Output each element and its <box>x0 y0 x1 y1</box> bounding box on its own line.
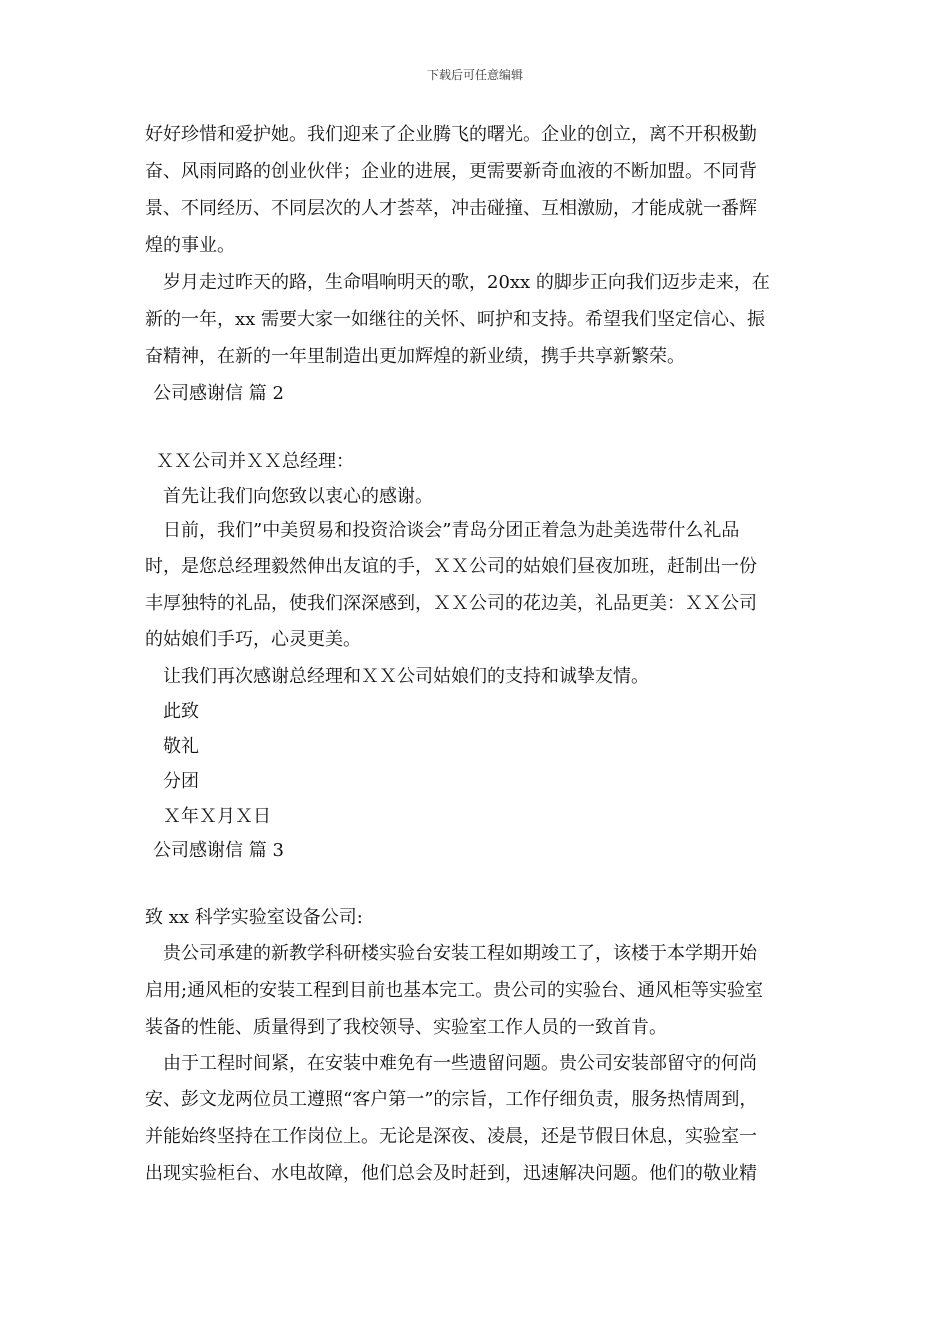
body-line: 出现实验柜台、水电故障，他们总会及时赶到，迅速解决问题。他们的敬业精 <box>145 1163 757 1184</box>
body-line: 新的一年，xx 需要大家一如继往的关怀、呵护和支持。希望我们坚定信心、振 <box>145 309 766 330</box>
closing-line: 敬礼 <box>163 736 199 757</box>
body-line: 丰厚独特的礼品，使我们深深感到，ＸＸ公司的花边美，礼品更美：ＸＸ公司 <box>145 593 757 614</box>
body-line: 岁月走过昨天的路，生命唱响明天的歌，20xx 的脚步正向我们迈步走来，在 <box>163 272 770 293</box>
body-line: 贵公司承建的新教学科研楼实验台安装工程如期竣工了，该楼于本学期开始 <box>163 943 757 964</box>
body-line: 由于工程时间紧，在安装中难免有一些遗留问题。贵公司安装部留守的何尚 <box>163 1053 757 1074</box>
body-line: 首先让我们向您致以衷心的感谢。 <box>163 486 433 507</box>
closing-line: 此致 <box>163 701 199 722</box>
body-line: 装备的性能、质量得到了我校领导、实验室工作人员的一致首肯。 <box>145 1017 667 1038</box>
salutation: 致 xx 科学实验室设备公司: <box>145 907 363 928</box>
body-line: 煌的事业。 <box>145 235 235 256</box>
body-line: 并能始终坚持在工作岗位上。无论是深夜、凌晨，还是节假日休息，实验室一 <box>145 1126 757 1147</box>
body-line: 奋、风雨同路的创业伙伴；企业的进展，更需要新奇血液的不断加盟。不同背 <box>145 161 757 182</box>
body-line: 安、彭文龙两位员工遵照“客户第一”的宗旨，工作仔细负责，服务热情周到， <box>145 1089 758 1110</box>
body-line: 景、不同经历、不同层次的人才荟萃，冲击碰撞、互相激励，才能成就一番辉 <box>145 198 757 219</box>
date-line: Ｘ年Ｘ月Ｘ日 <box>163 806 271 827</box>
body-line: 好好珍惜和爱护她。我们迎来了企业腾飞的曙光。企业的创立，离不开积极勤 <box>145 124 757 145</box>
salutation: ＸＸ公司并ＸＸ总经理： <box>156 451 354 472</box>
body-line: 奋精神，在新的一年里制造出更加辉煌的新业绩，携手共享新繁荣。 <box>145 346 685 367</box>
section-title: 公司感谢信 篇 3 <box>153 840 284 861</box>
page-header-note: 下载后可任意编辑 <box>426 68 523 82</box>
signature-line: 分团 <box>163 771 199 792</box>
body-line: 日前，我们”中美贸易和投资洽谈会”青岛分团正着急为赴美选带什么礼品 <box>163 520 740 541</box>
body-line: 启用;通风柜的安装工程到目前也基本完工。贵公司的实验台、通风柜等实验室 <box>145 980 764 1001</box>
body-line: 时，是您总经理毅然伸出友谊的手，ＸＸ公司的姑娘们昼夜加班，赶制出一份 <box>145 556 757 577</box>
body-line: 的姑娘们手巧，心灵更美。 <box>145 629 361 650</box>
body-line: 让我们再次感谢总经理和ＸＸ公司姑娘们的支持和诚挚友情。 <box>163 666 649 687</box>
section-title: 公司感谢信 篇 2 <box>153 383 284 404</box>
